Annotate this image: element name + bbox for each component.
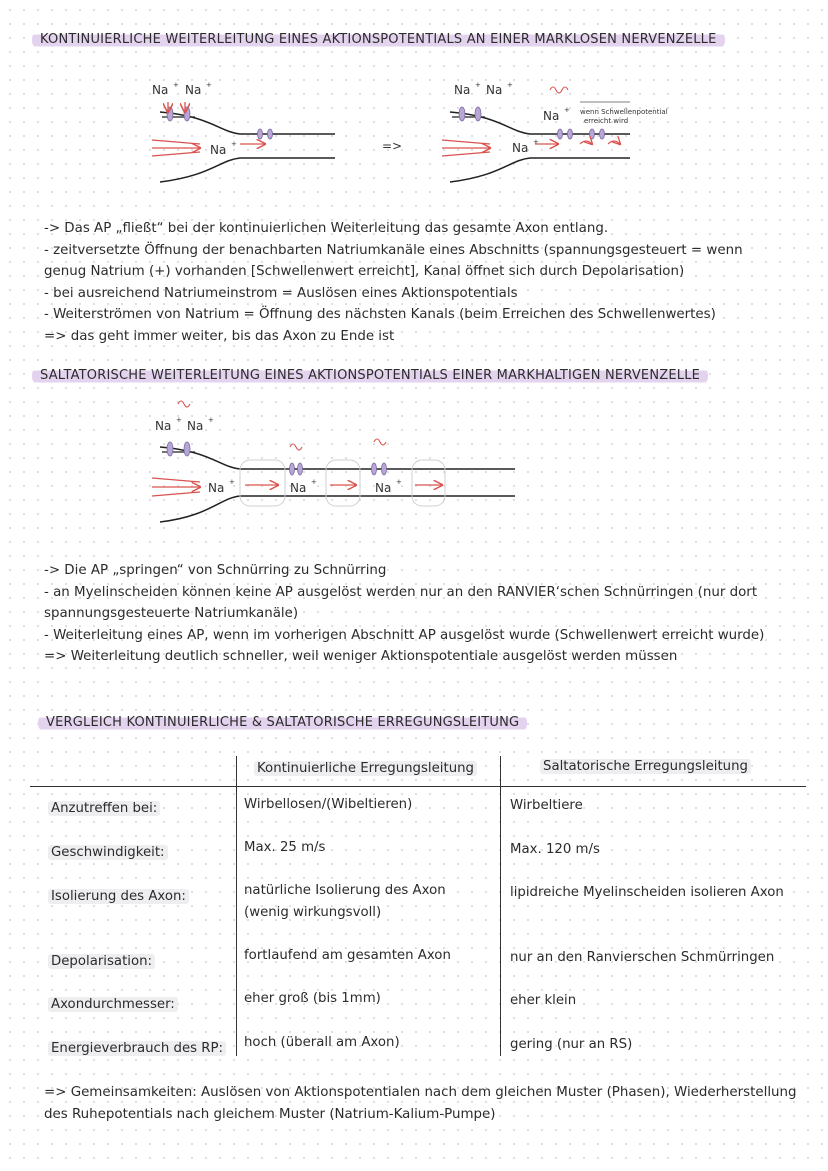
svg-text:+: +: [173, 81, 179, 89]
cell-continuous: natürliche Isolierung des Axon: [244, 883, 446, 898]
text-line: -> Die AP „springen“ von Schnürring zu Schnürring: [44, 563, 387, 578]
cell-continuous: Wirbellosen/(Wibeltieren): [244, 797, 413, 812]
text-line: genug Natrium (+) vorhanden [Schwellenwert erreicht], Kanal öffnet sich durch Depolarisation): [44, 264, 685, 279]
column-header-continuous: Kontinuierliche Erregungsleitung: [254, 758, 477, 779]
threshold-note: erreicht wird: [584, 117, 629, 125]
table-header-line: [30, 786, 806, 787]
continuous-conduction-diagram: [140, 72, 700, 197]
na-label: Na: [375, 481, 392, 495]
cell-saltatory: Max. 120 m/s: [510, 842, 600, 857]
text-line: - an Myelinscheiden können keine AP ausgelöst werden nur an den RANVIER‘schen Schnürringen (nur dort: [44, 584, 758, 600]
svg-text:+: +: [231, 140, 237, 148]
na-label: Na: [187, 419, 204, 433]
svg-text:+: +: [533, 138, 539, 146]
na-label: Na: [152, 83, 169, 97]
cell-saltatory: gering (nur an RS): [510, 1037, 633, 1052]
text-line: - Weiterströmen von Natrium = Öffnung des nächsten Kanals (beim Erreichen des Schwellenwertes): [44, 307, 716, 322]
na-label: Na: [155, 419, 172, 433]
row-label: Energieverbrauch des RP:: [48, 1038, 226, 1059]
svg-text:+: +: [229, 478, 235, 486]
svg-text:+: +: [507, 81, 513, 89]
na-label: Na: [185, 83, 202, 97]
row-label: Axondurchmesser:: [48, 994, 178, 1015]
na-label: Na: [512, 141, 529, 155]
cell-continuous: Max. 25 m/s: [244, 840, 326, 855]
cell-continuous: (wenig wirkungsvoll): [244, 905, 382, 920]
section2-text: [44, 560, 764, 668]
na-label: Na: [486, 83, 503, 97]
row-label: Anzutreffen bei:: [48, 798, 160, 819]
saltatory-conduction-diagram: [140, 392, 540, 537]
neuron-left: [152, 81, 335, 182]
neuron-right: [442, 81, 668, 182]
section2-heading: SALTATORISCHE WEITERLEITUNG EINES AKTIONSPOTENTIALS EINER MARKHALTIGEN NERVENZELLE: [32, 367, 708, 385]
section1-heading: KONTINUIERLICHE WEITERLEITUNG EINES AKTIONSPOTENTIALS AN EINER MARKLOSEN NERVENZELLE: [32, 31, 725, 49]
cell-saltatory: eher klein: [510, 993, 577, 1008]
text-line: - Weiterleitung eines AP, wenn im vorherigen Abschnitt AP ausgelöst wurde (Schwellenwert erreicht wurde): [44, 627, 765, 643]
text-line: - bei ausreichend Natriumeinstrom = Auslösen eines Aktionspotentials: [44, 285, 518, 301]
svg-text:+: +: [564, 106, 570, 114]
cell-continuous: eher groß (bis 1mm): [244, 991, 381, 1006]
myelin-sheath: [412, 460, 445, 506]
row-label: Isolierung des Axon:: [48, 886, 189, 907]
cell-continuous: fortlaufend am gesamten Axon: [244, 948, 451, 963]
table-divider: [500, 756, 501, 1056]
na-label: Na: [290, 481, 307, 495]
text-line: => Gemeinsamkeiten: Auslösen von Aktionspotentialen nach dem gleichen Muster (Phasen), Wiederherstellung: [44, 1085, 797, 1100]
cell-saltatory: Wirbeltiere: [510, 798, 583, 813]
na-label: Na: [543, 109, 560, 123]
implies-arrow: =>: [382, 139, 403, 153]
text-line: - zeitversetzte Öffnung der benachbarten Natriumkanäle eines Abschnitts (spannungsgesteuert = wenn: [44, 242, 743, 258]
myelin-sheath: [326, 460, 360, 506]
cell-saltatory: nur an den Ranvierschen Schmürringen: [510, 950, 775, 965]
threshold-note: wenn Schwellenpotential: [580, 108, 668, 116]
summary-text: [44, 1082, 797, 1125]
text-line: des Ruhepotentials nach gleichem Muster (Natrium-Kalium-Pumpe): [44, 1106, 496, 1122]
text-line: => Weiterleitung deutlich schneller, weil weniger Aktionspotentiale ausgelöst werden müssen: [44, 649, 678, 664]
text-line: spannungsgesteuerte Natriumkanäle): [44, 606, 299, 621]
text-line: => das geht immer weiter, bis das Axon zu Ende ist: [44, 328, 395, 344]
text-line: -> Das AP „fließt“ bei der kontinuierlichen Weiterleitung das gesamte Axon entlang.: [44, 221, 609, 236]
table-divider: [236, 756, 237, 1056]
section3-heading: VERGLEICH KONTINUIERLICHE & SALTATORISCHE ERREGUNGSLEITUNG: [38, 714, 527, 732]
svg-text:+: +: [208, 416, 214, 424]
myelin-sheath: [240, 460, 285, 506]
cell-saltatory: lipidreiche Myelinscheiden isolieren Axon: [510, 885, 784, 900]
na-label: Na: [210, 143, 227, 157]
svg-text:+: +: [396, 478, 402, 486]
svg-text:+: +: [206, 81, 212, 89]
column-header-saltatory: Saltatorische Erregungsleitung: [540, 756, 751, 777]
section1-text: [44, 218, 743, 347]
row-label: Geschwindigkeit:: [48, 842, 168, 863]
na-label: Na: [208, 481, 225, 495]
svg-text:+: +: [475, 81, 481, 89]
svg-text:+: +: [311, 478, 317, 486]
svg-text:+: +: [176, 416, 182, 424]
cell-continuous: hoch (überall am Axon): [244, 1035, 400, 1050]
na-label: Na: [454, 83, 471, 97]
row-label: Depolarisation:: [48, 951, 155, 972]
